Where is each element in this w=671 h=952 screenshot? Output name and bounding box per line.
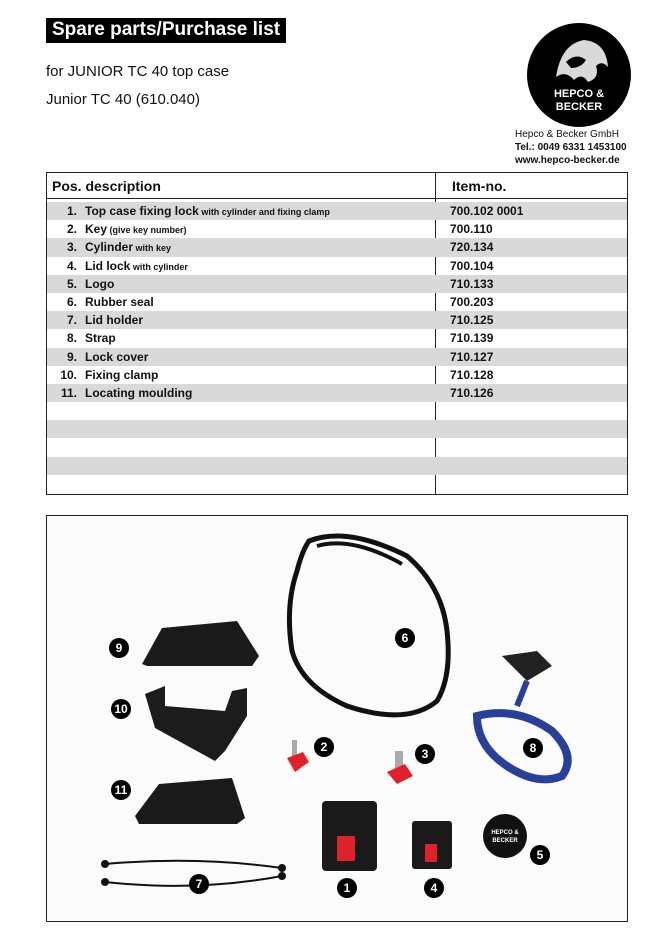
table-row <box>47 420 627 438</box>
badge-4: 4 <box>424 878 444 898</box>
badge-1: 1 <box>337 878 357 898</box>
row-item-no: 710.125 <box>450 313 494 328</box>
table-row <box>47 275 627 293</box>
table-row <box>47 202 627 220</box>
badge-8: 8 <box>523 738 543 758</box>
row-desc-text: Fixing clamp <box>85 367 159 382</box>
badge-2: 2 <box>314 737 334 757</box>
table-row <box>47 348 627 366</box>
row-desc-text: Logo <box>85 276 115 291</box>
row-number: 4. <box>66 258 77 273</box>
row-item-no: 700.104 <box>450 258 494 273</box>
hepco-becker-logo <box>526 22 632 128</box>
parts-photo <box>46 515 628 922</box>
row-desc-text: Locating moulding <box>85 385 193 400</box>
lock-cover-image <box>142 621 259 666</box>
row-item-no: 710.126 <box>450 385 494 400</box>
company-tel: Tel.: 0049 6331 1453100 <box>515 142 627 153</box>
badge-6: 6 <box>395 628 415 648</box>
table-header <box>47 173 627 199</box>
row-number: 11. <box>60 385 77 400</box>
row-item-no: 700.102 0001 <box>450 204 524 218</box>
col-item-no: Item-no. <box>452 178 507 194</box>
row-number: 8. <box>66 331 77 346</box>
row-desc-note: with cylinder and fixing clamp <box>198 207 330 217</box>
logo-badge-image <box>483 814 527 858</box>
logo-badge-text-1: HEPCO & <box>491 830 519 836</box>
row-description <box>85 295 154 309</box>
row-number: 10. <box>60 367 77 382</box>
row-item-no: 700.110 <box>450 222 493 237</box>
locating-moulding-image <box>135 778 245 824</box>
rubber-seal-image <box>289 536 448 715</box>
badge-3: 3 <box>415 744 435 764</box>
row-number: 2. <box>66 222 77 237</box>
table-row <box>47 475 627 493</box>
row-description <box>85 259 188 273</box>
row-description <box>85 368 158 382</box>
logo-text-2: BECKER <box>555 101 603 113</box>
row-description <box>85 240 171 254</box>
table-body <box>47 202 627 493</box>
row-desc-text: Lid lock <box>85 258 131 273</box>
row-number: 9. <box>66 349 77 364</box>
row-desc-text: Rubber seal <box>85 294 154 309</box>
badge-10: 10 <box>111 699 131 719</box>
logo-badge-text-2: BECKER <box>492 838 518 844</box>
parts-table <box>46 172 628 495</box>
table-row <box>47 311 627 329</box>
row-description <box>85 350 148 364</box>
badge-11: 11 <box>111 780 131 800</box>
row-description <box>85 277 114 291</box>
table-row <box>47 402 627 420</box>
key-image <box>287 740 309 772</box>
row-desc-note: (give key number) <box>107 225 187 236</box>
table-row <box>47 366 627 384</box>
row-item-no: 720.134 <box>450 240 494 255</box>
table-row <box>47 238 627 256</box>
row-number: 1. <box>66 204 77 218</box>
lid-lock-image <box>412 821 452 869</box>
row-desc-text: Lock cover <box>85 349 149 364</box>
row-item-no: 710.139 <box>450 331 494 346</box>
row-description <box>85 331 116 345</box>
row-desc-text: Strap <box>85 331 116 346</box>
row-description <box>85 313 143 327</box>
table-row <box>47 384 627 402</box>
table-row <box>47 438 627 456</box>
cylinder-image <box>387 751 413 784</box>
row-description <box>85 204 330 218</box>
row-item-no: 710.133 <box>450 276 494 291</box>
row-item-no: 700.203 <box>450 294 494 309</box>
company-web: www.hepco-becker.de <box>515 155 620 166</box>
badge-5: 5 <box>530 845 550 865</box>
row-desc-text: Lid holder <box>85 313 143 328</box>
company-name: Hepco & Becker GmbH <box>515 129 619 140</box>
table-row <box>47 257 627 275</box>
fixing-lock-image <box>322 801 377 871</box>
row-desc-text: Top case fixing lock <box>85 204 199 218</box>
row-item-no: 710.128 <box>450 367 494 382</box>
row-number: 7. <box>66 313 77 328</box>
row-number: 6. <box>66 294 77 309</box>
table-row <box>47 293 627 311</box>
subtitle-product: for JUNIOR TC 40 top case <box>46 63 230 80</box>
table-row <box>47 457 627 475</box>
badge-7: 7 <box>189 874 209 894</box>
row-item-no: 710.127 <box>450 349 494 364</box>
badge-9: 9 <box>109 638 129 658</box>
strap-image <box>477 651 568 779</box>
row-desc-note: with cylinder <box>130 261 188 272</box>
subtitle-model: Junior TC 40 (610.040) <box>46 91 200 108</box>
col-description: Pos. description <box>52 178 161 194</box>
company-info <box>515 128 627 167</box>
row-number: 3. <box>66 240 77 255</box>
table-row <box>47 329 627 347</box>
fixing-clamp-image <box>145 686 247 761</box>
row-desc-text: Cylinder <box>85 240 134 255</box>
page-title: Spare parts/Purchase list <box>46 18 286 43</box>
row-desc-note: with key <box>133 243 172 254</box>
row-description <box>85 222 187 236</box>
table-row <box>47 220 627 238</box>
logo-text-1: HEPCO & <box>553 88 605 100</box>
row-description <box>85 386 192 400</box>
row-number: 5. <box>66 276 77 291</box>
row-desc-text: Key <box>85 222 108 237</box>
